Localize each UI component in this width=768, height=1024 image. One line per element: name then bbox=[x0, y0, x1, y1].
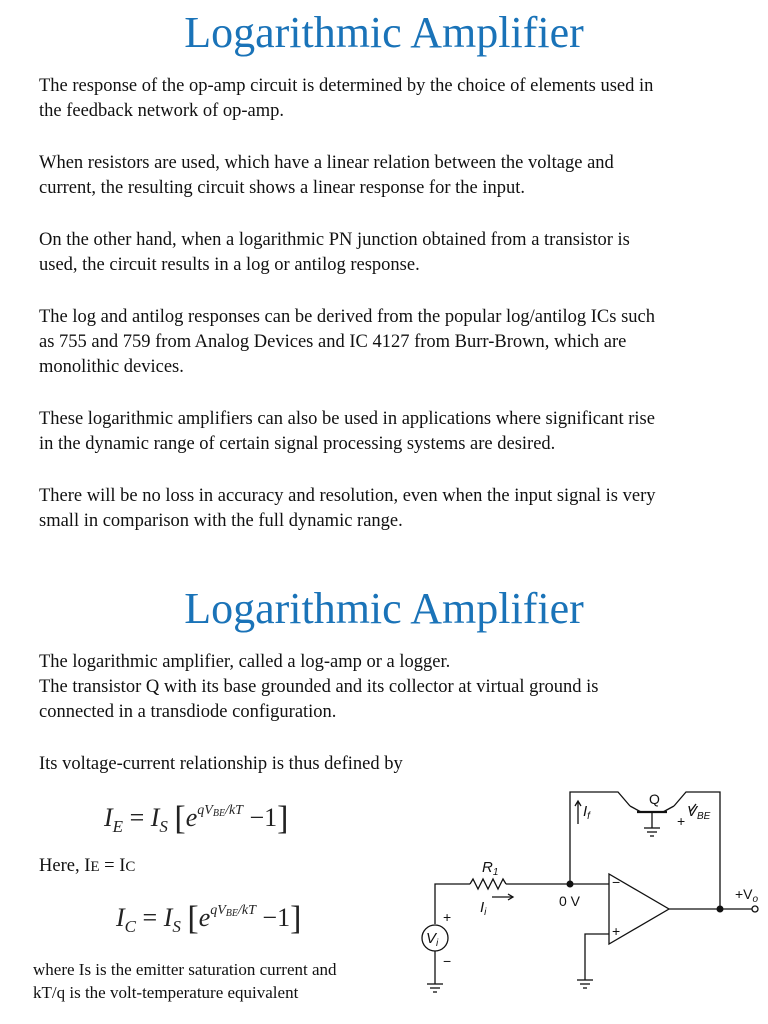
paragraph-line: used, the circuit results in a log or antilog response. bbox=[39, 255, 420, 275]
eq-symbol: I bbox=[150, 803, 160, 832]
eq-exponent bbox=[210, 903, 256, 918]
transistor-label: Q bbox=[649, 791, 660, 807]
paragraph-line: The log and antilog responses can be derived from the popular log/antilog ICs such bbox=[39, 307, 656, 327]
output-label: $+V_o$ bbox=[735, 886, 759, 905]
input-wire bbox=[435, 884, 470, 924]
feedback-wire-left bbox=[570, 792, 630, 885]
eq-exponent-sub: BE bbox=[225, 908, 239, 919]
eq-bracket-left: [ bbox=[174, 800, 186, 837]
here-sub-c: C bbox=[125, 859, 136, 875]
transistor-emitter bbox=[663, 806, 674, 812]
resistor-r1 bbox=[470, 879, 506, 889]
paragraph-line: The transistor Q with its base grounded and its collector at virtual ground is bbox=[39, 677, 599, 697]
eq-bracket-right: ] bbox=[290, 900, 302, 937]
paragraph-line: monolithic devices. bbox=[39, 357, 184, 377]
eq-symbol: I bbox=[116, 903, 125, 932]
vbe-plus-label: + bbox=[677, 813, 686, 829]
paragraph-line: small in comparison with the full dynamic range. bbox=[39, 511, 403, 531]
transistor-collector bbox=[630, 806, 641, 812]
paragraph-applications bbox=[39, 407, 760, 457]
eq-exponent-tail: /kT bbox=[238, 903, 256, 918]
here-prefix: Here, I bbox=[39, 856, 91, 876]
eq-subscript: S bbox=[159, 817, 168, 836]
eq-bracket-right: ] bbox=[277, 800, 289, 837]
paragraph-ics bbox=[39, 305, 760, 380]
inverting-minus-label: − bbox=[612, 874, 621, 890]
paragraph-line: On the other hand, when a logarithmic PN junction obtained from a transistor is bbox=[39, 230, 630, 250]
feedback-current-label: $I_f$ bbox=[583, 803, 590, 822]
paragraph-intro bbox=[39, 650, 760, 725]
eq-equals: = bbox=[142, 903, 158, 932]
eq-exponential-base: e bbox=[185, 803, 198, 832]
input-current-label: $I_i$ bbox=[480, 899, 487, 918]
source-label: $V_i$ bbox=[426, 930, 439, 949]
slide-2-title: Logarithmic Amplifier bbox=[184, 584, 584, 633]
paragraph-line: current, the resulting circuit shows a linear response for the input. bbox=[39, 178, 525, 198]
eq-symbol: I bbox=[163, 903, 173, 932]
output-terminal bbox=[752, 906, 758, 912]
paragraph-response bbox=[39, 74, 760, 124]
paragraph-resistors bbox=[39, 151, 760, 201]
paragraph-pn-junction bbox=[39, 228, 760, 278]
collector-current-equation bbox=[116, 900, 301, 938]
eq-minus-one: −1 bbox=[262, 903, 291, 932]
eq-exponential-base: e bbox=[198, 903, 211, 932]
vbe-label: $V_{BE}$ bbox=[687, 803, 711, 822]
paragraph-line: kT/q is the volt-temperature equivalent bbox=[33, 983, 299, 1002]
paragraph-line: When resistors are used, which have a linear relation between the voltage and bbox=[39, 153, 614, 173]
paragraph-line: as 755 and 759 from Analog Devices and IC 4127 from Burr-Brown, which are bbox=[39, 332, 627, 352]
eq-symbol: I bbox=[104, 803, 113, 832]
source-plus-label: + bbox=[443, 909, 452, 925]
noninverting-plus-label: + bbox=[612, 923, 621, 939]
here-mid: = I bbox=[99, 856, 126, 876]
source-minus-label: − bbox=[443, 953, 452, 969]
eq-minus-one: −1 bbox=[249, 803, 278, 832]
resistor-label: $R_1$ bbox=[482, 859, 499, 878]
log-amp-circuit-diagram bbox=[415, 784, 767, 1016]
paragraph-line: in the dynamic range of certain signal processing systems are desired. bbox=[39, 434, 556, 454]
eq-subscript: E bbox=[112, 817, 124, 836]
slide-1-title: Logarithmic Amplifier bbox=[184, 8, 584, 57]
eq-subscript: C bbox=[124, 917, 137, 936]
junction-node bbox=[567, 881, 574, 888]
eq-exponent bbox=[197, 803, 243, 818]
paragraph-line: connected in a transdiode configuration. bbox=[39, 702, 337, 722]
paragraph-line: where Is is the emitter saturation current and bbox=[33, 960, 337, 979]
non-inverting-wire bbox=[585, 934, 609, 980]
eq-exponent-sub: BE bbox=[212, 808, 226, 819]
paragraph-accuracy bbox=[39, 484, 760, 534]
eq-subscript: S bbox=[172, 917, 181, 936]
eq-exponent-q: qV bbox=[210, 903, 226, 918]
paragraph-line: These logarithmic amplifiers can also be used in applications where significant rise bbox=[39, 409, 655, 429]
node-voltage-label: 0 V bbox=[559, 893, 581, 909]
paragraph-line: The logarithmic amplifier, called a log-amp or a logger. bbox=[39, 652, 451, 672]
where-statement bbox=[33, 958, 403, 1004]
eq-equals: = bbox=[129, 803, 145, 832]
here-sub-e: E bbox=[90, 859, 100, 875]
paragraph-relationship: Its voltage-current relationship is thus defined by bbox=[39, 754, 403, 774]
paragraph-line: The response of the op-amp circuit is determined by the choice of elements used in bbox=[39, 76, 654, 96]
eq-bracket-left: [ bbox=[187, 900, 199, 937]
output-node bbox=[717, 906, 724, 913]
emitter-current-equation bbox=[104, 800, 288, 838]
paragraph-line: the feedback network of op-amp. bbox=[39, 101, 285, 121]
eq-exponent-tail: /kT bbox=[225, 803, 243, 818]
eq-exponent-q: qV bbox=[197, 803, 213, 818]
here-statement bbox=[39, 856, 135, 877]
paragraph-line: There will be no loss in accuracy and resolution, even when the input signal is very bbox=[39, 486, 656, 506]
